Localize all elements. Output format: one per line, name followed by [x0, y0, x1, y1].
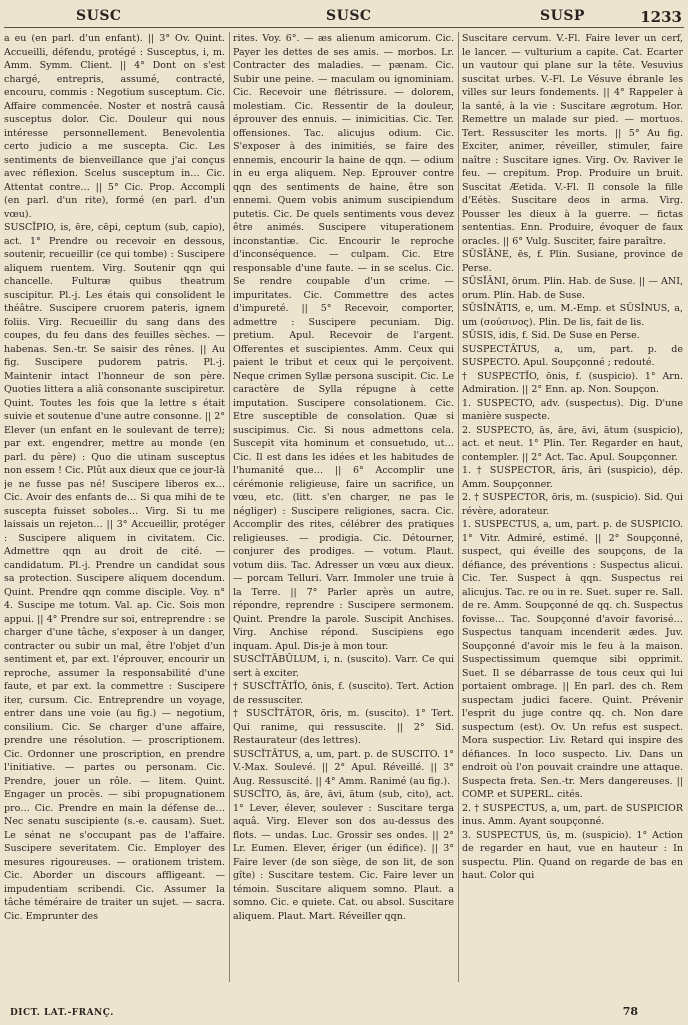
column-2 — [233, 32, 454, 1017]
entry-paragraph: 2. † SUSPECTUS, a, um, part. de SUSPICIOR inus. Amm. Ayant soupçonné. — [462, 802, 683, 827]
running-head-left: SUSC — [76, 8, 122, 24]
running-head-middle: SUSC — [326, 8, 372, 24]
entry-paragraph: SUSCĬTĀTUS, a, um, part. p. de SUSCITO. 1° V.-Max. Soulevé. || 2° Apul. Réveillé. || 3° Aug. Ressuscité. || 4° Amm. Ranimé (au fig.). — [233, 748, 454, 787]
entry-paragraph: SŪSĬĀNE, ēs, f. Plin. Susiane, province de Perse. — [462, 249, 683, 274]
column-divider — [229, 32, 230, 982]
column-1 — [4, 32, 225, 992]
entry-paragraph: SŪSĬNĀTIS, e, um. M.-Emp. et SŪSĬNUS, a, um (σούσινος). Plin. De lis, fait de lis. — [462, 303, 683, 328]
entry-paragraph: SŪSĬĀNI, ōrum. Plin. Hab. de Suse. || — ANI, orum. Plin. Hab. de Suse. — [462, 276, 683, 301]
entry-paragraph: a eu (en parl. d'un enfant). || 3° Ov. Quint. Accueilli, défendu, protégé : Susceptus, i, m. Amm. Symm. Client. || 4° Dont on s'est chargé, entrepris, assumé, contracté, encouru, commis : Negotium susceptum. Cic. Affaire commencée. Noster et nostrâ causâ susceptus dolor. Cic. Douleur qui nous intéresse personnellement. Benevolentia certo judicio a me suscepta. Cic. Les sentiments de bienveillance que j'ai conçus avec réflexion. Scelus susceptum in… Cic. Attentat contre… || 5° Cic. Prop. Accompli (en parl. d'un rite), formé (en parl. d'un vœu). — [4, 33, 225, 220]
footer-signature: DICT. LAT.-FRANÇ. — [10, 1008, 114, 1018]
entry-paragraph: † SUSCĬTĀTĬO, ōnis, f. (suscito). Tert. Action de ressusciter. — [233, 681, 454, 706]
entry-paragraph: 3. SUSPECTUS, ūs, m. (suspicio). 1° Action de regarder en haut, vue en hauteur : In suspectu. Plin. Quand on regarde de bas en haut. Color qui — [462, 829, 683, 881]
entry-paragraph: Suscitare cervum. V.-Fl. Faire lever un cerf, le lancer. — vulturium a capite. Cat. Ecarter un vautour qui plane sur la tête. Vesuvius suscitat urbes. V.-Fl. Le Vésuve ébranle les villes sur leurs fondements. || 4° Rappeler à la santé, à la vie : Suscitare ægrotum. Hor. Remettre un malade sur pied. — mortuos. Tert. Ressusciter les morts. || 5° Au fig. Exciter, animer, réveiller, stimuler, faire naître : Suscitare ignes. Virg. Ov. Raviver le feu. — crepitum. Prop. Produire un bruit. Suscitat Æetida. V.-Fl. Il console la fille d'Eétès. Suscitare deos in arma. Virg. Pousser les dieux à la guerre. — fictas sententias. Enn. Produire, évoquer de faux oracles. || 6° Vulg. Susciter, faire paraître. — [462, 33, 683, 247]
entry-paragraph: 2. † SUSPECTOR, ōris, m. (suspicio). Sid. Qui révère, adorateur. — [462, 492, 683, 517]
entry-paragraph: 2. SUSPECTO, ās, āre, āvi, ātum (suspicio), act. et neut. 1° Plin. Ter. Regarder en haut, contempler. || 2° Act. Tac. Apul. Soupçonner. — [462, 424, 683, 463]
header-rule — [4, 27, 684, 28]
entry-paragraph: SUSPECTĀTUS, a, um, part. p. de SUSPECTO. Apul. Soupçonné ; redouté. — [462, 343, 683, 368]
footer-number: 78 — [622, 1005, 638, 1018]
running-head-right: SUSP — [540, 8, 585, 24]
entry-paragraph: † SUSCĬTĀTOR, ōris, m. (suscito). 1° Tert. Qui ranime, qui ressuscite. || 2° Sid. Restaurateur (des lettres). — [233, 708, 454, 746]
column-3 — [462, 32, 683, 977]
entry-paragraph: † SUSPECTĬO, ōnis, f. (suspicio). 1° Arn. Admiration. || 2° Enn. ap. Non. Soupçon. — [462, 370, 683, 395]
column-divider — [458, 32, 459, 982]
entry-paragraph: 1. SUSPECTO, adv. (suspectus). Dig. D'une manière suspecte. — [462, 397, 683, 422]
entry-paragraph: SUSCĬTO, ās, āre, āvi, ātum (sub, cito), act. 1° Lever, élever, soulever : Suscitare terga aquâ. Virg. Elever son dos au-dessus des flots. — undas. Luc. Grossir ses ondes. || 2° Lr. Eumen. Elever, ériger (un édifice). || 3° Faire lever (de son siège, de son lit, de son gîte) : Suscitare testem. Cic. Faire lever un témoin. Suscitare aliquem somno. Plaut. a somno. Cic. e quiete. Cat. ou absol. Suscitare aliquem. Plaut. Mart. Réveiller qqn. — [233, 789, 454, 922]
entry-paragraph: SUSCĬPIO, is, ēre, cēpi, ceptum (sub, capio), act. 1° Prendre ou recevoir en dessous, soutenir, recueillir (ce qui tombe) : Suscipere aliquem ruentem. Virg. Soutenir qqn qui chancelle. Fulturæ quibus theatrum suscipitur. Pl.-j. Les étais qui consolident le théâtre. Suscipere cruorem pateris, ignem foliis. Virg. Recueillir du sang dans des coupes, du feu dans des feuilles sèches. — habenas. Sen.-tr. Se saisir des rênes. || Au fig. Suscipere pudorem patris. Pl.-j. Maintenir intact l'honneur de son père. Quoties littera a aliâ consonante suscipiretur. Quint. Toutes les fois que la lettre s était suivie et soutenue d'une autre consonne. || 2° Elever (un enfant en le soulevant de terre); par ext. engendrer, mettre au monde (en parl. du père) : Quo die utinam susceptus non essem ! Cic. Plût aux dieux que ce jour-là je ne fusse pas né! Suscipere liberos ex… Cic. Avoir des enfants de… Si qua mihi de te suscepta fuisset soboles… Virg. Si tu me laissais un rejeton… || 3° Accueillir, protéger : Suscipere aliquem in civitatem. Cic. Admettre qqn au droit de cité. — candidatum. Pl.-j. Prendre un candidat sous sa protection. Suscipere aliquem docendum. Quint. Prendre qqn comme disciple. Voy. n° 4. Suscipe me totum. Val. ap. Cic. Sois mon appui. || 4° Prendre sur soi, entreprendre : se charger d'une tâche, s'exposer à un danger, contracter ou subir un mal, être l'objet d'un sentiment et, par ext. l'éprouver, encourir un reproche, assumer la responsabilité d'une faute, et par ext. la commettre : Suscipere iter, cursum. Cic. Entreprendre un voyage, entrer dans une voie (au fig.) — negotium, consilium. Cic. Se charger d'une affaire, prendre une résolution. — proscriptionem. Cic. Ordonner une proscription, en prendre l'initiative. — partes ou personam. Cic. Prendre, jouer un rôle. — litem. Quint. Engager un procès. — sibi propugnationem pro… Cic. Prendre en main la défense de… Nec senatu suscipiente (s.-e. causam). Suet. Le sénat ne s'occupant pas de l'affaire. Suscipere severitatem. Cic. Employer des mesures rigoureuses. — orationem tristem. Cic. Aborder un discours affligeant. — impudentiam scribendi. Cic. Assumer la tâche téméraire de traiter un sujet. — sacra. Cic. Emprunter des — [4, 222, 225, 922]
entry-paragraph: rites. Voy. 6°. — æs alienum amicorum. Cic. Payer les dettes de ses amis. — morbos. Lr. Contracter des maladies. — pænam. Cic. Subir une peine. — maculam ou ignominiam. Cic. Recevoir une flétrissure. — dolorem, molestiam. Cic. Ressentir de la douleur, éprouver des ennuis. — inimicitias. Cic. Ter. offensiones. Tac. alicujus odium. Cic. S'exposer à des inimitiés, se faire des ennemis, encourir la haine de qqn. — odium in eu erga aliquem. Nep. Eprouver contre qqn des sentiments de haine, être son ennemi. Quem vobis animum suscipiendum putetis. Cic. De quels sentiments vous devez être animés. Suscipere vituperationem inconstantiæ. Cic. Encourir le reproche d'inconséquence. — culpam. Cic. Etre responsable d'une faute. — in se scelus. Cic. Se rendre coupable d'un crime. — impuritates. Cic. Commettre des actes d'impureté. || 5° Recevoir, comporter, admettre : Suscipere pecuniam. Dig. pretium. Apul. Recevoir de l'argent. Offerentes et suscipientes. Amm. Ceux qui paient le tribut et ceux qui le perçoivent. Neque crimen Syllæ persona suscipit. Cic. Le caractère de Sylla répugne à cette imputation. Suscipere consolationem. Cic. Etre susceptible de consolation. Quæ si suscipimus. Cic. Si nous admettons cela. Suscepit vita hominum et consuetudo, ut… Cic. Il est dans les idées et les habitudes de l'humanité que… || 6° Accomplir une cérémonie religieuse, faire un sacrifice, un vœu, etc. (litt. s'en charger, ne pas le négliger) : Suscipere religiones, sacra. Cic. Accomplir des rites, célébrer des pratiques religieuses. — prodigia. Cic. Détourner, conjurer des prodiges. — votum. Plaut. votum diis. Tac. Adresser un vœu aux dieux. — porcam Telluri. Varr. Immoler une truie à la Terre. || 7° Parler après un autre, répondre, reprendre : Suscipere sermonem. Quint. Prendre la parole. Suscipit Anchises. Virg. Anchise répond. Suscipiens ego inquam. Apul. Dis-je à mon tour. — [233, 33, 454, 652]
entry-paragraph: SŪSIS, idis, f. Sid. De Suse en Perse. — [462, 330, 640, 341]
page-number: 1233 — [640, 8, 682, 26]
entry-paragraph: 1. † SUSPECTOR, āris, āri (suspicio), dép. Amm. Soupçonner. — [462, 465, 683, 490]
entry-paragraph: 1. SUSPECTUS, a, um, part. p. de SUSPICIO. 1° Vitr. Admiré, estimé. || 2° Soupçonné, suspect, qui éveille des soupçons, de la défiance, des préventions : Suspectus alicui. Cic. Ter. Suspect à qqn. Suspectus rei alicujus. Tac. re ou in re. Suet. super re. Sall. de re. Amm. Soupçonné de qq. ch. Suspectus fovisse… Tac. Soupçonné d'avoir favorisé… Suspectus tanquam incenderit ædes. Juv. Soupçonné d'avoir mis le feu à la maison. Suspectissimum quemque sibi opprimit. Suet. Il se débarrasse de tous ceux qui lui portaient ombrage. || En parl. des ch. Rem suspectam judici facere. Quint. Prévenir l'esprit du juge contre qq. ch. Non dare suspectum (est). Ov. Un refus est suspect. Mora suspectior. Liv. Retard qui inspire des défiances. In loco suspecto. Liv. Dans un endroit où l'on pouvait craindre une attaque. Suspecta freta. Sen.-tr. Mers dangereuses. || COMP. et SUPERL. cités. — [462, 519, 683, 800]
entry-paragraph: SUSCĬTĀBŬLUM, i, n. (suscito). Varr. Ce qui sert à exciter. — [233, 654, 454, 679]
